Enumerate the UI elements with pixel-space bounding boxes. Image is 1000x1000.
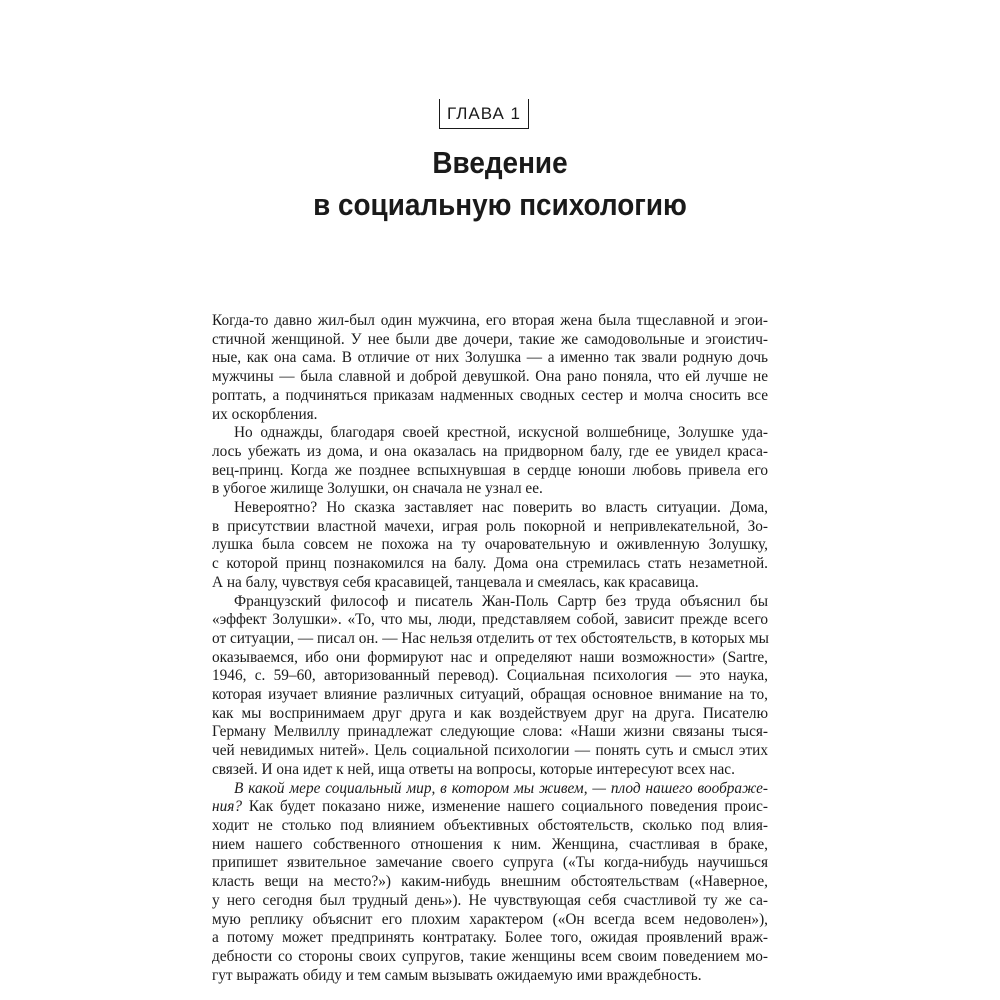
- text-line: мужчины — была славной и доброй девушкой. Она рано поняла, что ей лучше не: [212, 368, 768, 386]
- chapter-title-line1: Введение: [432, 145, 568, 180]
- text-line: мую реплику объяснит его плохим характером («Он всегда всем недоволен»),: [212, 910, 768, 928]
- text-line: гут выражать обиду и тем самым вызывать ожидаемую ими враждебность.: [212, 966, 702, 984]
- text-line: вец-принц. Когда же позднее вспыхнувшая в сердце юноши любовь привела его: [212, 461, 768, 479]
- text-line: в убогое жилище Золушки, он сначала не узнал ее.: [212, 480, 543, 498]
- text-line: дебности со стороны своих супругов, такие женщины всем своим поведением мо-: [212, 947, 768, 965]
- text-line: связей. И она идет к ней, ища ответы на вопросы, которые интересуют всех нас.: [212, 760, 735, 778]
- text-line: Французский философ и писатель Жан-Поль Сартр без труда объяснил бы: [234, 592, 768, 610]
- text-line: лось убежать из дома, и она оказалась на придворном балу, где ее увидел краса-: [212, 442, 768, 460]
- text-line: чей невидимых нитей». Цель социальной психологии — понять суть и смысл этих: [212, 742, 768, 760]
- text-line: Но однажды, благодаря своей крестной, искусной волшебнице, Золушке уда-: [234, 424, 768, 442]
- text-line: нием нашего собственного отношения к ним. Женщина, счастливая в браке,: [212, 835, 768, 853]
- text-line: лушка была совсем не похожа на ту очаровательную и оживленную Золушку,: [212, 536, 768, 554]
- text-line: с которой принц познакомился на балу. Дома она стремилась стать незаметной.: [212, 555, 768, 573]
- text-line: Герману Мелвиллу принадлежат следующие слова: «Наши жизни связаны тыся-: [212, 723, 768, 741]
- text-line: А на балу, чувствуя себя красавицей, танцевала и смеялась, как красавица.: [212, 573, 699, 591]
- text-line: Когда-то давно жил-был один мужчина, его вторая жена была тщеславной и эгои-: [212, 312, 768, 329]
- body-text: [212, 312, 768, 985]
- text-line: как мы воспринимаем друг друга и как воздействуем друг на друга. Писателю: [212, 704, 768, 722]
- italic-question-end: ния?: [212, 798, 242, 816]
- text-line: роптать, а подчиняться приказам надменных сводных сестер и молча сносить все: [212, 386, 768, 404]
- text-line: «эффект Золушки». «То, что мы, люди, представляем собой, зависит прежде всего: [212, 611, 768, 629]
- text-line: 1946, с. 59–60, авторизованный перевод). Социальная психология — это наука,: [212, 667, 768, 685]
- text-line: а потому может предпринять контратаку. Более того, ожидая проявлений враж-: [212, 929, 768, 947]
- text-line: класть вещи на место?») каким-нибудь внешним обстоятельствам («Наверное,: [212, 873, 768, 891]
- text-line: оказываемся, ибо они формируют нас и определяют наши возможности» (Sartre,: [212, 648, 768, 666]
- text-line: от ситуации, — писал он. — Нас нельзя отделить от тех обстоятельств, в которых мы: [212, 629, 769, 647]
- text-line: в присутствии властной мачехи, играя роль покорной и непривлекательной, Зо-: [212, 517, 768, 535]
- text-line: их оскорбления.: [212, 405, 318, 423]
- text-line: ходит не столько под влиянием объективных обстоятельств, сколько под влия-: [212, 816, 768, 834]
- text-line: которая изучает влияние различных ситуаций, обращая основное внимание на то,: [212, 686, 768, 704]
- text-line: Невероятно? Но сказка заставляет нас поверить во власть ситуации. Дома,: [234, 499, 768, 517]
- text-line: припишет язвительное замечание своего супруга («Ты когда-нибудь научишься: [212, 854, 768, 872]
- text-line-rest: Как будет показано ниже, изменение нашего социального поведения проис-: [242, 798, 768, 816]
- text-line: стичной женщиной. У нее были две дочери, такие же самодовольные и эгоистич-: [212, 330, 768, 348]
- text-line: у него сегодня был трудный день»). Не чувствующая себя счастливой ту же са-: [212, 891, 768, 909]
- chapter-title-line2: в социальную психологию: [313, 187, 687, 222]
- italic-question: В какой мере социальный мир, в котором мы живем, — плод нашего воображе-: [234, 779, 768, 797]
- text-line: [212, 780, 768, 799]
- text-line: ные, как она сама. В отличие от них Золушка — а именно так звали родную дочь: [212, 349, 768, 367]
- chapter-label: ГЛАВА 1: [439, 99, 529, 129]
- text-line: [212, 798, 768, 817]
